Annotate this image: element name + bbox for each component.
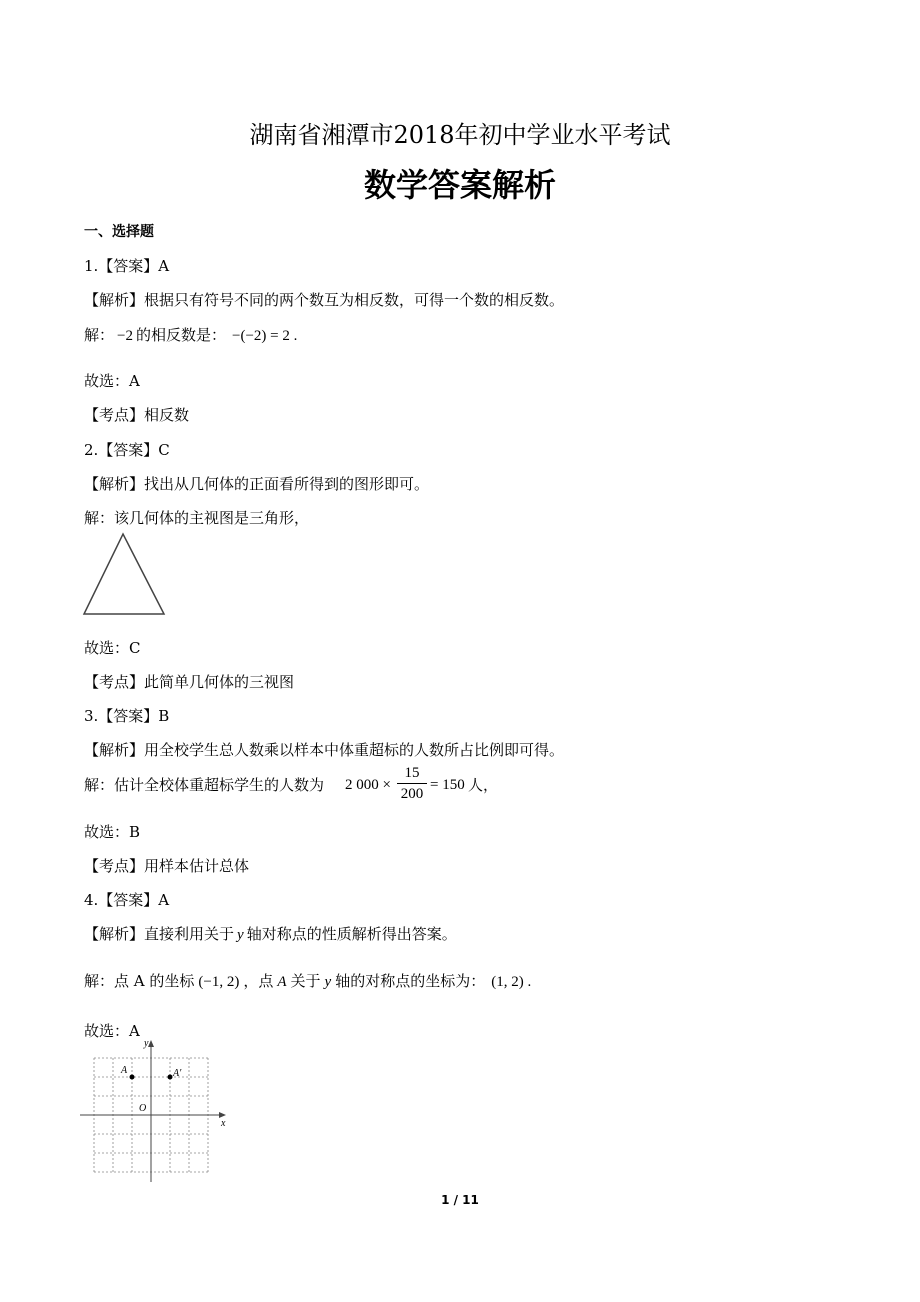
q4-sol-a: 解：点 A 的坐标: [84, 972, 195, 990]
point-a-prime-label: A′: [173, 1068, 182, 1079]
page-number: 1 / 11: [441, 1193, 479, 1207]
q3-fraction-numerator: 15: [404, 765, 420, 781]
q4-analysis-var: y: [237, 927, 244, 943]
q3-point: 【考点】用样本估计总体: [84, 857, 250, 875]
q3-fraction-bar: [397, 783, 427, 784]
q3-solution-rhs: = 150: [430, 777, 465, 793]
document-subtitle: 数学答案解析: [363, 166, 556, 204]
q2-point: 【考点】此简单几何体的三视图: [84, 673, 295, 691]
q4-solution: [84, 971, 531, 992]
q3-fraction-denominator: 200: [400, 786, 424, 802]
q1-solution-expression: −(−2) = 2 .: [232, 328, 298, 344]
point-a-dot: [130, 1075, 135, 1080]
q4-choice: 故选：A: [84, 1022, 140, 1040]
section-heading: 一、选择题: [84, 224, 154, 240]
x-axis-label: x: [221, 1118, 226, 1129]
q1-solution-number: −2: [117, 328, 133, 344]
q4-sol-d: 轴的对称点的坐标为：: [335, 972, 486, 990]
q4-analysis: [84, 924, 457, 945]
y-axis-arrow-icon: [148, 1040, 154, 1047]
q3-solution-prefix: 解：估计全校体重超标学生的人数为: [84, 776, 325, 794]
q4-sol-b: ，点: [243, 972, 274, 990]
q1-choice: 故选：A: [84, 372, 140, 390]
q1-answer: 1.【答案】A: [84, 257, 170, 275]
q3-choice: 故选：B: [84, 823, 141, 841]
q4-sol-var-y: y: [324, 974, 332, 990]
q2-solution: 解：该几何体的主视图是三角形，: [84, 509, 310, 527]
q4-sol-var-a: A: [277, 974, 287, 990]
q2-analysis: 【解析】找出从几何体的正面看所得到的图形即可。: [84, 475, 430, 493]
triangle-front-view-figure: [82, 532, 166, 616]
q1-solution-mid: 的相反数是：: [135, 326, 226, 344]
q1-solution: [84, 325, 297, 346]
q1-solution-prefix: 解：: [84, 326, 115, 344]
q4-answer: 4.【答案】A: [84, 891, 170, 909]
point-a-prime-dot: [168, 1075, 173, 1080]
q3-solution-suffix: 人，: [468, 776, 499, 794]
q1-analysis: 【解析】根据只有符号不同的两个数互为相反数，可得一个数的相反数。: [84, 291, 565, 309]
q4-sol-coord1: (−1, 2): [198, 974, 240, 990]
coordinate-grid-figure: [80, 1040, 230, 1180]
q3-answer: 3.【答案】B: [84, 707, 170, 725]
origin-label: O: [139, 1103, 147, 1114]
q4-sol-c: 关于: [290, 972, 321, 990]
q2-answer: 2.【答案】C: [84, 441, 170, 459]
document-title: 湖南省湘潭市2018年初中学业水平考试: [249, 121, 671, 149]
q4-sol-coord2: (1, 2) .: [491, 974, 532, 990]
q3-analysis: 【解析】用全校学生总人数乘以样本中体重超标的人数所占比例即可得。: [84, 741, 565, 759]
point-a-label: A: [121, 1065, 128, 1076]
q2-choice: 故选：C: [84, 639, 141, 657]
q4-analysis-pre: 【解析】直接利用关于: [84, 925, 235, 943]
q4-analysis-post: 轴对称点的性质解析得出答案。: [246, 925, 457, 943]
q3-fraction: [397, 764, 427, 803]
q1-point: 【考点】相反数: [84, 406, 190, 424]
y-axis-label: y: [144, 1038, 149, 1049]
q3-solution-lhs: 2 000 ×: [345, 777, 391, 793]
